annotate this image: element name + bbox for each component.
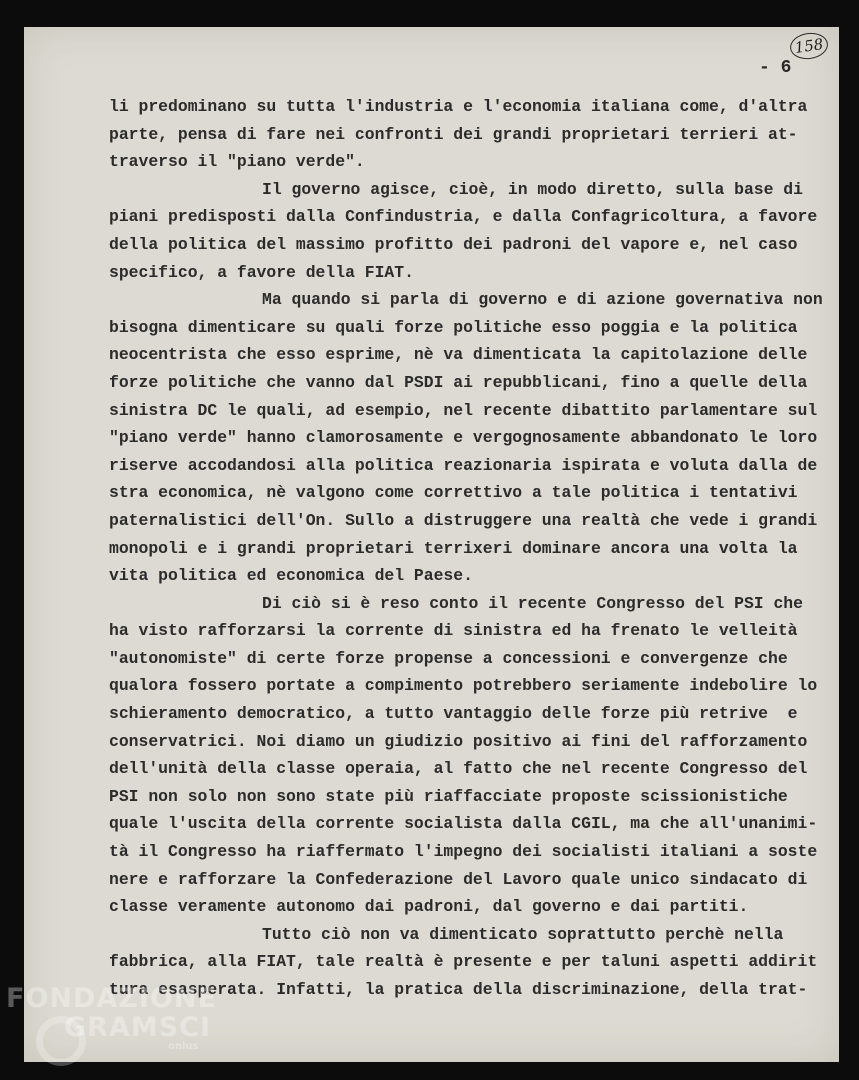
text-line: Il governo agisce, cioè, in modo diretto, sulla base di — [262, 179, 803, 199]
document-page — [24, 27, 839, 1062]
text-line: PSI non solo non sono state più riaffacciate proposte scissionistiche — [109, 786, 788, 806]
text-line: qualora fossero portate a compimento potrebbero seriamente indebolire lo — [109, 676, 818, 696]
page-number: - 6 — [759, 58, 792, 78]
text-line: bisogna dimenticare su quali forze politiche esso poggia e la politica — [109, 317, 798, 337]
text-line: ha visto rafforzarsi la corrente di sinistra ed ha frenato le velleità — [109, 621, 798, 641]
text-line: monopoli e i grandi proprietari terrixeri dominare ancora una volta la — [109, 538, 798, 558]
watermark — [6, 985, 217, 1052]
text-line: dell'unità della classe operaia, al fatto che nel recente Congresso del — [109, 759, 808, 779]
text-line: fabbrica, alla FIAT, tale realtà è presente e per taluni aspetti addirit — [109, 952, 818, 972]
text-line: neocentrista che esso esprime, nè va dimenticata la capitolazione delle — [109, 345, 808, 365]
text-line: tura esasperata. Infatti, la pratica della discriminazione, della trat- — [109, 980, 808, 999]
text-line: forze politiche che vanno dal PSDI ai repubblicani, fino a quelle della — [109, 372, 808, 392]
text-line: paternalistici dell'On. Sullo a distruggere una realtà che vede i grandi — [109, 510, 818, 530]
text-line: della politica del massimo profitto dei padroni del vapore e, nel caso — [109, 234, 798, 254]
text-line: quale l'uscita della corrente socialista dalla CGIL, ma che all'unanimi- — [109, 814, 818, 834]
text-line: piani predisposti dalla Confindustria, e dalla Confagricoltura, a favore — [109, 207, 818, 227]
text-line: Tutto ciò non va dimenticato soprattutto perchè nella — [262, 924, 784, 944]
text-line: "piano verde" hanno clamorosamente e vergognosamente abbandonato le loro — [109, 428, 818, 448]
text-line: riserve accodandosi alla politica reazionaria ispirata e voluta dalla de — [109, 455, 818, 475]
text-line: li predominano su tutta l'industria e l'economia italiana come, d'altra — [109, 97, 808, 116]
text-line: Di ciò si è reso conto il recente Congresso del PSI che — [262, 593, 803, 613]
text-line: traverso il "piano verde". — [109, 152, 365, 172]
text-line: Ma quando si parla di governo e di azione governativa non — [262, 290, 823, 310]
text-line: stra economica, nè valgono come correttivo a tale politica i tentativi — [109, 483, 798, 503]
text-line: "autonomiste" di certe forze propense a concessioni e convergenze che — [109, 648, 788, 668]
text-line: tà il Congresso ha riaffermato l'impegno dei socialisti italiani a soste — [109, 842, 818, 862]
text-line: nere e rafforzare la Confederazione del Lavoro quale unico sindacato di — [109, 869, 808, 889]
text-line: parte, pensa di fare nei confronti dei grandi proprietari terrieri at- — [109, 124, 798, 144]
text-line: classe veramente autonomo dai padroni, dal governo e dai partiti. — [109, 897, 749, 917]
typewritten-text — [109, 93, 823, 1004]
archive-number-stamp: 158 — [788, 30, 829, 61]
watermark-line2: GRAMSCI — [64, 1012, 212, 1043]
text-line: specifico, a favore della FIAT. — [109, 262, 414, 282]
watermark-line3: onlus — [168, 1041, 199, 1052]
text-line: schieramento democratico, a tutto vantaggio delle forze più retrive e — [109, 704, 798, 724]
watermark-line1: FONDAZIONE — [6, 983, 217, 1014]
text-line: vita politica ed economica del Paese. — [109, 566, 473, 586]
text-line: conservatrici. Noi diamo un giudizio positivo ai fini del rafforzamento — [109, 731, 808, 751]
text-line: sinistra DC le quali, ad esempio, nel recente dibattito parlamentare sul — [109, 400, 818, 420]
